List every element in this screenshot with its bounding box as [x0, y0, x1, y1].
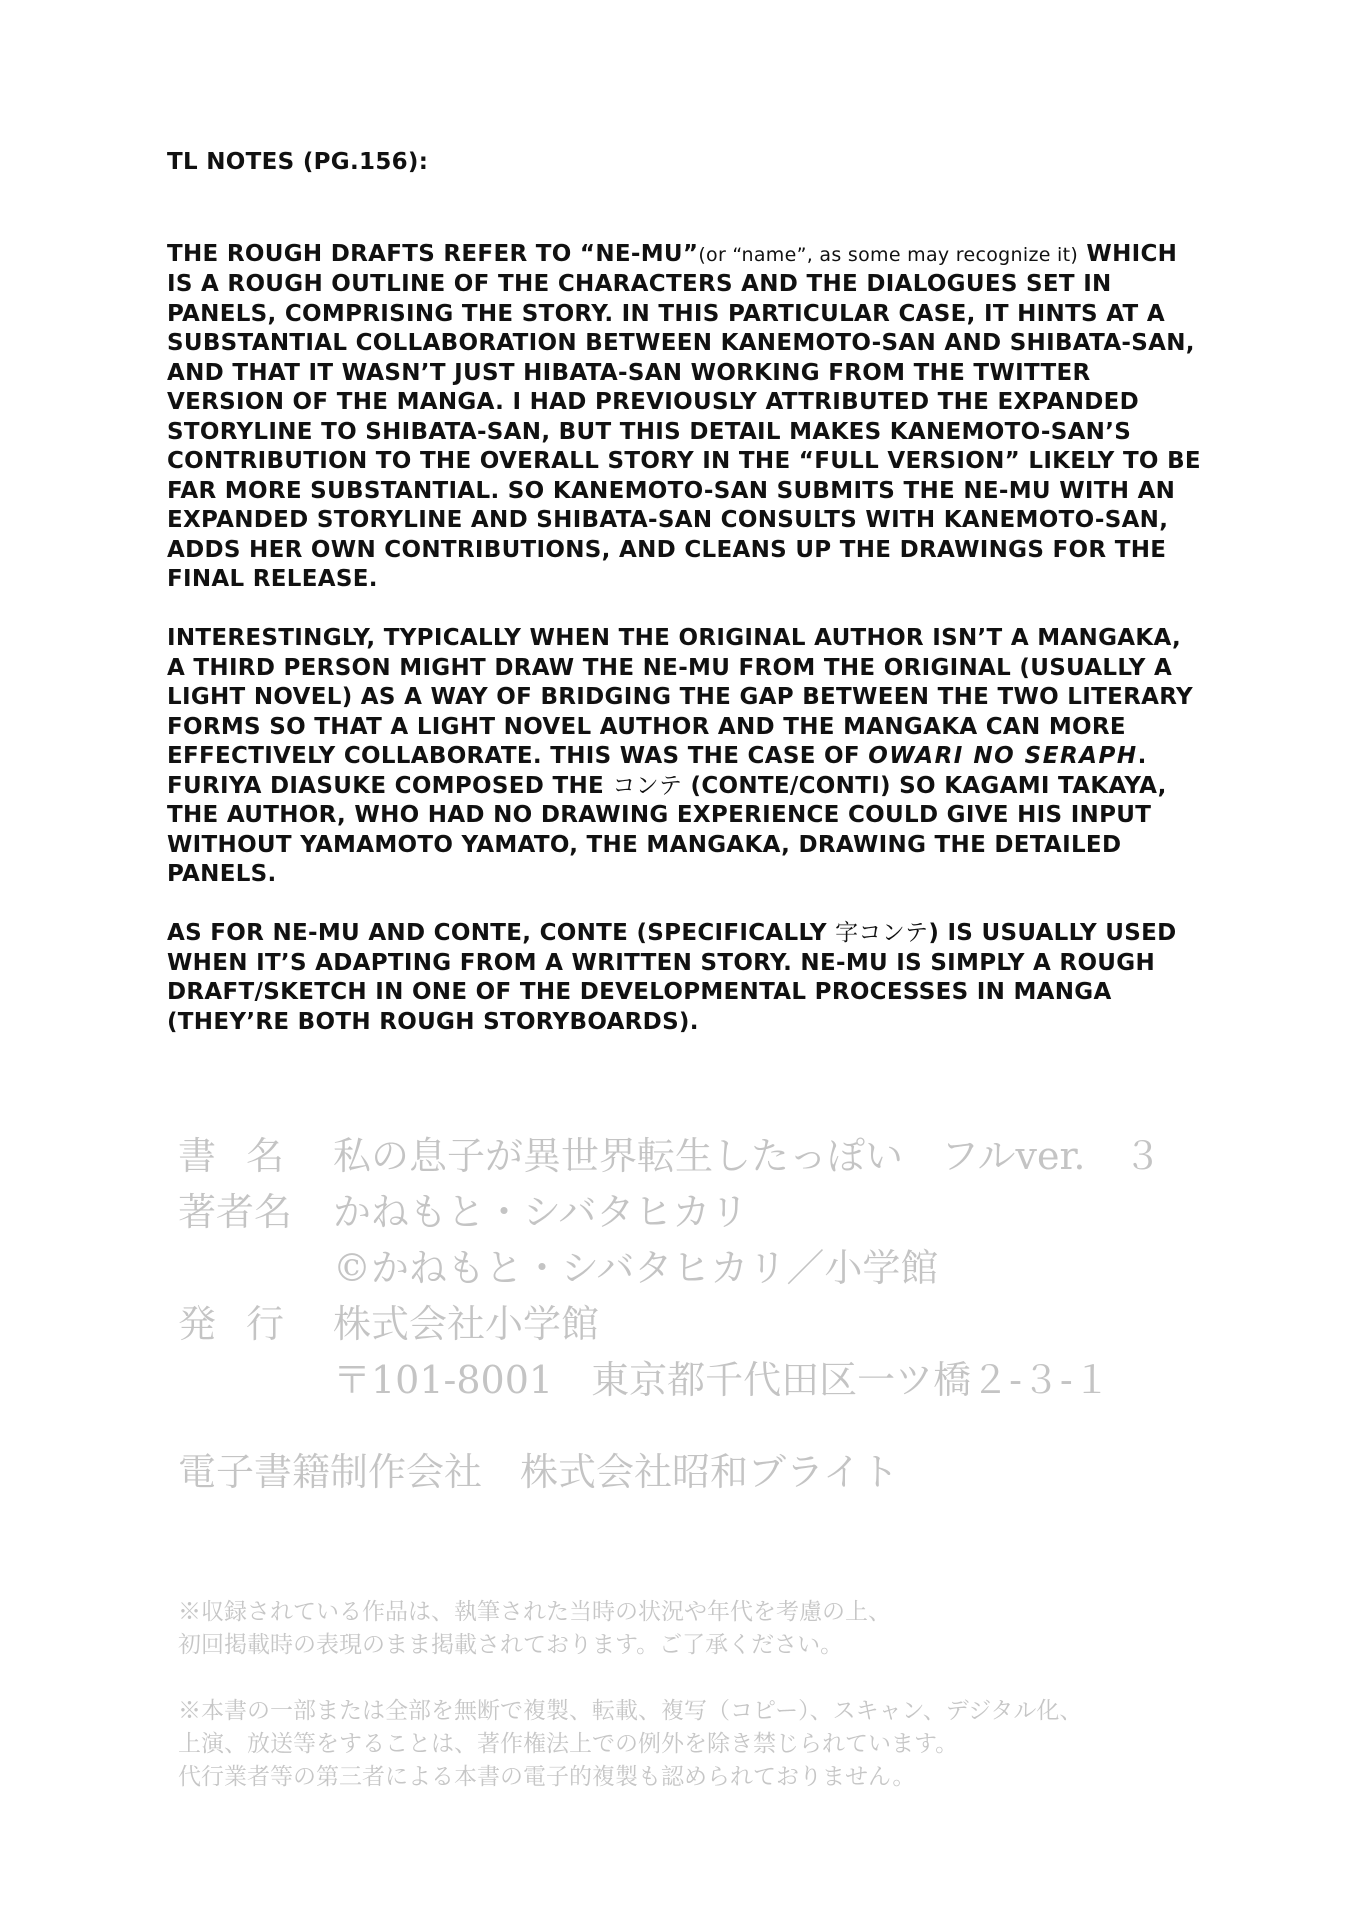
- tl-p2-part1: INTERESTINGLY, TYPICALLY WHEN THE ORIGINAL AUTHOR ISN’T A MANGAKA, A THIRD PERSON MIGHT DRAW THE NE-MU FROM THE ORIGINAL (USUALLY A LIGHT NOVEL) AS A WAY OF BRIDGING THE GAP BETWEEN THE TWO LITERARY FORMS SO THAT A LIGHT NOVEL AUTHOR AND THE MANGAKA CAN MORE EFFECTIVELY COLLABORATE. THIS WAS THE CASE OF: [167, 625, 1193, 769]
- colophon-publisher-row: [178, 1296, 1278, 1352]
- colophon-author-label: 著者名: [178, 1190, 293, 1234]
- colophon-publisher-value: 株式会社小学館: [333, 1302, 600, 1346]
- tl-p2-kana: コンテ: [612, 772, 683, 799]
- colophon-address: 〒101‐8001 東京都千代田区一ツ橋２‐３‐１: [333, 1358, 1111, 1402]
- tl-notes: [167, 148, 1207, 1067]
- tl-p3-part2: ) IS USUALLY USED WHEN IT’S ADAPTING FROM A WRITTEN STORY. NE-MU IS SIMPLY A ROUGH DRAFT/SKETCH IN ONE OF THE DEVELOPMENTAL PROCESSES IN MANGA (THEY’RE BOTH ROUGH STORYBOARDS).: [167, 920, 1177, 1035]
- tl-p2-part2: . FURIYA DIASUKE COMPOSED THE: [167, 743, 1147, 799]
- tl-paragraph-1: [167, 240, 1207, 595]
- notice-2-line-3: 代行業者等の第三者による本書の電子的複製も認められておりません。: [178, 1764, 916, 1790]
- colophon-author-row: [178, 1184, 1278, 1240]
- colophon-title-label: 書名: [178, 1134, 315, 1178]
- tl-p1-intro: THE ROUGH DRAFTS REFER TO “NE-MU”: [167, 240, 699, 267]
- notice-2-line-2: 上演、放送等をすることは、著作権法上での例外を除き禁じられています。: [178, 1731, 959, 1757]
- notice-1-line-1: ※収録されている作品は、執筆された当時の状況や年代を考慮の上、: [178, 1599, 891, 1625]
- colophon-publisher-label: 発行: [178, 1302, 315, 1346]
- tl-paragraph-3: [167, 919, 1207, 1037]
- colophon-author-value: かねもと・シバタヒカリ: [333, 1190, 749, 1234]
- colophon-producer: 電子書籍制作会社 株式会社昭和ブライト: [178, 1450, 899, 1494]
- legal-notices: [178, 1596, 1298, 1827]
- tl-notes-heading: TL NOTES (PG.156):: [167, 149, 429, 175]
- notice-1-line-2: 初回掲載時の表現のまま掲載されております。ご了承ください。: [178, 1632, 844, 1658]
- tl-p1-aside: (or “name”, as some may recognize it): [698, 243, 1079, 266]
- notice-2-line-1: ※本書の一部または全部を無断で複製、転載、複写（コピー）、スキャン、デジタル化、: [178, 1698, 1083, 1724]
- colophon-title-value: 私の息子が異世界転生したっぽい フルver. ３: [333, 1134, 1162, 1178]
- tl-paragraph-2: [167, 624, 1207, 890]
- colophon-title-row: [178, 1128, 1278, 1184]
- colophon: [178, 1128, 1278, 1500]
- tl-p2-work-title: OWARI NO SERAPH: [868, 743, 1138, 769]
- notice-publication-context: [178, 1596, 1298, 1662]
- tl-p2-part3: (CONTE/CONTI) SO KAGAMI TAKAYA, THE AUTHOR, WHO HAD NO DRAWING EXPERIENCE COULD GIVE HIS INPUT WITHOUT YAMAMOTO YAMATO, THE MANGAKA, DRAWING THE DETAILED PANELS.: [167, 772, 1167, 887]
- colophon-copyright: ©かねもと・シバタヒカリ／小学館: [333, 1246, 939, 1290]
- notice-copyright-restriction: [178, 1695, 1298, 1794]
- tl-p3-kana: 字コンテ: [835, 920, 929, 946]
- tl-p3-part1: AS FOR NE-MU AND CONTE, CONTE (SPECIFICALLY: [167, 920, 836, 946]
- tl-p1-body: WHICH IS A ROUGH OUTLINE OF THE CHARACTERS AND THE DIALOGUES SET IN PANELS, COMPRISING THE STORY. IN THIS PARTICULAR CASE, IT HINTS AT A SUBSTANTIAL COLLABORATION BETWEEN KANEMOTO-SAN AND SHIBATA-SAN, AND THAT IT WASN’T JUST HIBATA-SAN WORKING FROM THE TWITTER VERSION OF THE MANGA. I HAD PREVIOUSLY ATTRIBUTED THE EXPANDED STORYLINE TO SHIBATA-SAN, BUT THIS DETAIL MAKES KANEMOTO-SAN’S CONTRIBUTION TO THE OVERALL STORY IN THE “FULL VERSION” LIKELY TO BE FAR MORE SUBSTANTIAL. SO KANEMOTO-SAN SUBMITS THE NE-MU WITH AN EXPANDED STORYLINE AND SHIBATA-SAN CONSULTS WITH KANEMOTO-SAN, ADDS HER OWN CONTRIBUTIONS, AND CLEANS UP THE DRAWINGS FOR THE FINAL RELEASE.: [167, 240, 1201, 592]
